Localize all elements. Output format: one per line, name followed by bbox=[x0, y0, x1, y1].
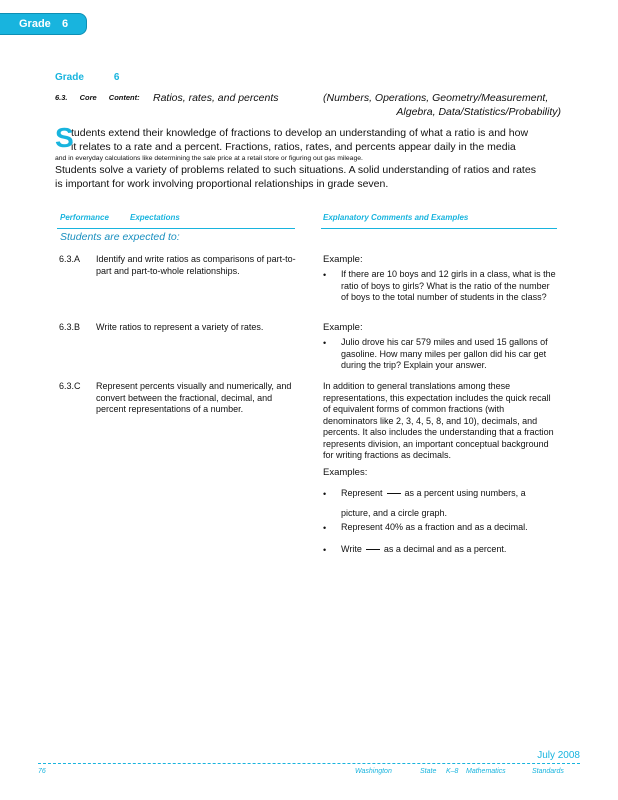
intro-line-2: it relates to a rate and a percent. Fractions, ratios, rates, and percents appear daily in the media bbox=[71, 141, 516, 153]
footer-state: State bbox=[420, 768, 437, 775]
intro-line-3: and in everyday calculations like determining the sale price at a retail store or figuring out gas mileage. bbox=[55, 155, 363, 162]
grade-heading bbox=[55, 72, 119, 83]
bullet: • bbox=[323, 270, 327, 280]
explanatory-header: Explanatory Comments and Examples bbox=[323, 213, 469, 222]
right-header-rule bbox=[321, 228, 557, 229]
core-topic: Ratios, rates, and percents bbox=[153, 92, 279, 104]
explanatory-paragraph: In addition to general translations among these representations, this expectation includes the quick recall of equivalent forms of common fractions (with denominators like 2, 3, 4, 5, 8, and 10), decimals, and percents. It also includes the understanding that a fraction represents division, an important conceptual background for writing fractions as decimals. bbox=[323, 381, 554, 460]
footer-date: July 2008 bbox=[537, 750, 580, 761]
core-content-label bbox=[55, 93, 140, 102]
expectation-number: 6.3.A bbox=[59, 254, 81, 264]
expectation-number: 6.3.B bbox=[59, 322, 81, 332]
core-number: 6.3. bbox=[55, 93, 68, 102]
expectation-text: Identify and write ratios as comparisons of part-to-part and part-to-whole relationships. bbox=[96, 254, 296, 276]
example-label: Example: bbox=[323, 322, 363, 333]
footer-standards: Standards bbox=[532, 768, 564, 775]
example-text: Represent bbox=[341, 488, 383, 498]
expectation-text: Represent percents visually and numerically, and convert between the fractional, decimal, and percent representations of a number. bbox=[96, 381, 292, 414]
footer-washington: Washington bbox=[355, 768, 392, 775]
grade-heading-word: Grade bbox=[55, 72, 84, 83]
footer-rule bbox=[38, 763, 580, 764]
strands-line-1: (Numbers, Operations, Geometry/Measurement, bbox=[323, 92, 549, 104]
example-text: If there are 10 boys and 12 girls in a class, what is the ratio of boys to girls? What is the ratio of the number of boys to the total number of students in the class? bbox=[341, 269, 556, 302]
grade-tab bbox=[0, 13, 87, 35]
grade-heading-number: 6 bbox=[113, 72, 120, 83]
expectation-text: Write ratios to represent a variety of rates. bbox=[96, 322, 264, 332]
example-text: as a decimal and as a percent. bbox=[383, 544, 507, 554]
bullet: • bbox=[323, 338, 327, 348]
footer-grades: K–8 bbox=[446, 768, 459, 775]
example-text: as a percent using numbers, a bbox=[404, 488, 526, 498]
students-expected-subhead: Students are expected to: bbox=[60, 231, 180, 243]
grade-tab-number: 6 bbox=[62, 18, 69, 30]
drop-cap: S bbox=[55, 122, 74, 153]
bullet: • bbox=[323, 523, 327, 533]
intro-line-4: Students solve a variety of problems related to such situations. A solid understanding of ratios and rates bbox=[55, 164, 536, 176]
expectations-header: Expectations bbox=[130, 213, 180, 222]
grade-tab-word: Grade bbox=[19, 18, 51, 30]
expectation-number: 6.3.C bbox=[59, 381, 81, 391]
performance-header: Performance bbox=[60, 213, 109, 222]
intro-line-5: is important for work involving proportional relationships in grade seven. bbox=[55, 178, 389, 190]
example-text: Represent 40% as a fraction and as a decimal. bbox=[341, 522, 528, 532]
example-text: Julio drove his car 579 miles and used 15 gallons of gasoline. How many miles per gallon did his car get during the trip? Explain your answer. bbox=[341, 337, 548, 370]
example-represent-percent bbox=[341, 488, 561, 500]
examples-label: Examples: bbox=[323, 467, 368, 478]
fraction-bar bbox=[366, 549, 380, 550]
footer-mathematics: Mathematics bbox=[466, 768, 506, 775]
intro-line-1: tudents extend their knowledge of fractions to develop an understanding of what a ratio is and how bbox=[71, 127, 529, 139]
content-label: Content: bbox=[108, 93, 140, 102]
page-number: 76 bbox=[38, 768, 46, 775]
example-write-decimal bbox=[341, 544, 561, 556]
example-text: picture, and a circle graph. bbox=[341, 508, 448, 518]
intro-paragraph bbox=[55, 122, 565, 191]
fraction-bar bbox=[387, 493, 401, 494]
core-label: Core bbox=[79, 93, 97, 102]
strands-line-2: Algebra, Data/Statistics/Probability) bbox=[396, 106, 561, 118]
bullet: • bbox=[323, 545, 327, 555]
example-label: Example: bbox=[323, 254, 363, 265]
left-header-rule bbox=[57, 228, 295, 229]
bullet: • bbox=[323, 489, 327, 499]
example-text: Write bbox=[341, 544, 362, 554]
